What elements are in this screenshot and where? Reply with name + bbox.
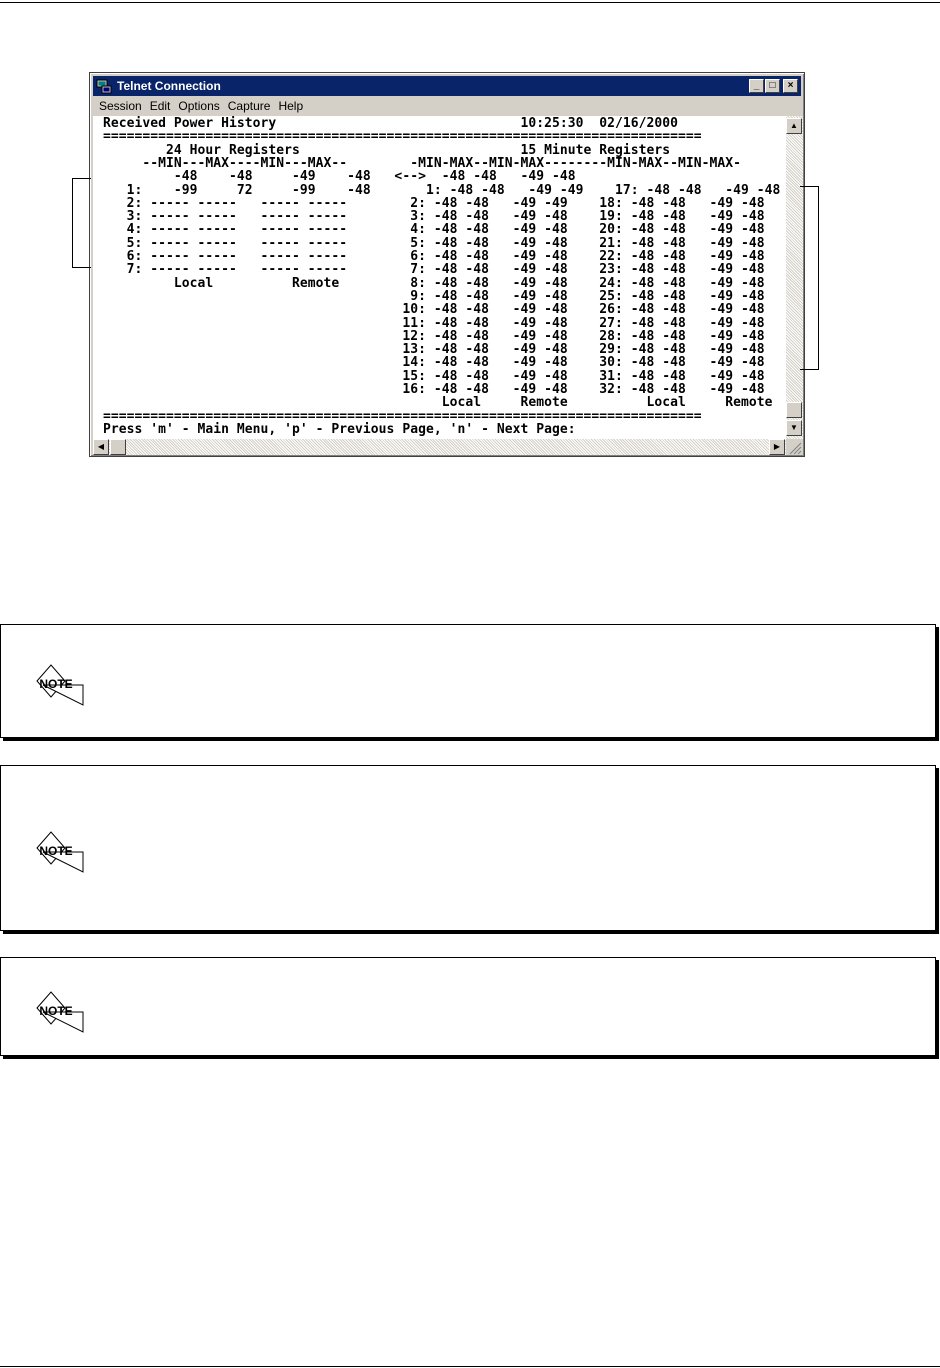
terminal-line: 15: -48 -48 -49 -48 31: -48 -48 -49 -48	[103, 368, 765, 384]
terminal-line: -48 -48 -49 -48 <--> -48 -48 -49 -48	[103, 169, 576, 185]
terminal-line: 4: ----- ----- ----- ----- 4: -48 -48 -49 -48 20: -48 -48 -49 -48	[103, 222, 765, 238]
scroll-thumb[interactable]	[786, 402, 802, 418]
terminal-line: --MIN---MAX----MIN---MAX-- -MIN-MAX--MIN-MAX--------MIN-MAX--MIN-MAX-	[103, 155, 742, 171]
scroll-left-button[interactable]: ◀	[93, 439, 109, 455]
terminal-line: 13: -48 -48 -49 -48 29: -48 -48 -49 -48	[103, 342, 765, 358]
terminal-line: 9: -48 -48 -49 -48 25: -48 -48 -49 -48	[103, 288, 765, 304]
note-box-2	[0, 765, 936, 931]
terminal-line: 7: ----- ----- ----- ----- 7: -48 -48 -49 -48 23: -48 -48 -49 -48	[103, 262, 765, 278]
terminal-line: 11: -48 -48 -49 -48 27: -48 -48 -49 -48	[103, 315, 765, 331]
svg-text:NOTE: NOTE	[39, 1004, 73, 1018]
terminal-line: 10: -48 -48 -49 -48 26: -48 -48 -49 -48	[103, 302, 765, 318]
window-title: Telnet Connection	[117, 79, 221, 93]
maximize-button[interactable]: □	[765, 79, 780, 93]
bottom-rule	[0, 1366, 940, 1367]
note-icon	[33, 984, 87, 1034]
terminal-line: 5: ----- ----- ----- ----- 5: -48 -48 -49 -48 21: -48 -48 -49 -48	[103, 235, 765, 251]
scroll-down-button[interactable]: ▼	[786, 420, 802, 436]
terminal-line: ============================================================================	[103, 129, 702, 145]
menu-session[interactable]: Session	[99, 99, 142, 113]
scroll-h-thumb[interactable]	[110, 439, 126, 455]
note-box-3	[0, 957, 936, 1056]
terminal-line: ============================================================================	[103, 408, 702, 424]
terminal-line: Press 'm' - Main Menu, 'p' - Previous Page, 'n' - Next Page:	[103, 421, 576, 437]
menu-edit[interactable]: Edit	[149, 99, 171, 113]
terminal-line: 1: -99 72 -99 -48 1: -48 -48 -49 -49 17: -48 -48 -49 -48	[103, 182, 781, 198]
telnet-app-icon[interactable]	[96, 78, 112, 94]
menu-capture[interactable]: Capture	[227, 99, 271, 113]
terminal-line: 24 Hour Registers 15 Minute Registers	[103, 142, 671, 158]
close-button[interactable]: ×	[783, 79, 798, 93]
note-icon	[33, 657, 87, 707]
left-bracket-callout	[72, 178, 91, 268]
terminal-line: 2: ----- ----- ----- ----- 2: -48 -48 -49 -49 18: -48 -48 -49 -48	[103, 195, 765, 211]
terminal-line: 3: ----- ----- ----- ----- 3: -48 -48 -49 -48 19: -48 -48 -49 -48	[103, 209, 765, 225]
scroll-right-button[interactable]: ▶	[769, 439, 785, 455]
terminal-line: 16: -48 -48 -49 -48 32: -48 -48 -49 -48	[103, 382, 765, 397]
terminal-line: 14: -48 -48 -49 -48 30: -48 -48 -49 -48	[103, 355, 765, 371]
menu-options[interactable]: Options	[178, 99, 220, 113]
right-bracket-callout	[800, 186, 819, 370]
resize-grip-icon	[786, 439, 803, 455]
minimize-button[interactable]: _	[749, 79, 764, 93]
note-icon	[33, 824, 87, 874]
terminal-screen[interactable]	[93, 116, 786, 439]
top-rule	[0, 2, 940, 3]
terminal-line: Local Remote 8: -48 -48 -49 -48 24: -48 -48 -49 -48	[103, 275, 765, 291]
svg-text:NOTE: NOTE	[39, 844, 73, 858]
menu-bar	[93, 97, 801, 115]
horizontal-scrollbar[interactable]	[93, 439, 786, 455]
terminal-line: 6: ----- ----- ----- ----- 6: -48 -48 -49 -48 22: -48 -48 -49 -48	[103, 249, 765, 264]
svg-text:NOTE: NOTE	[39, 677, 73, 691]
terminal-line: 12: -48 -48 -49 -48 28: -48 -48 -49 -48	[103, 328, 765, 344]
terminal-line: Received Power History 10:25:30 02/16/2000	[103, 116, 678, 131]
scroll-up-button[interactable]: ▲	[786, 118, 802, 134]
terminal-line: Local Remote Local Remote	[103, 395, 773, 411]
telnet-window	[89, 72, 805, 457]
resize-grip[interactable]	[786, 439, 803, 455]
title-bar[interactable]	[93, 76, 801, 96]
note-box-1	[0, 624, 936, 738]
menu-help[interactable]: Help	[278, 99, 304, 113]
